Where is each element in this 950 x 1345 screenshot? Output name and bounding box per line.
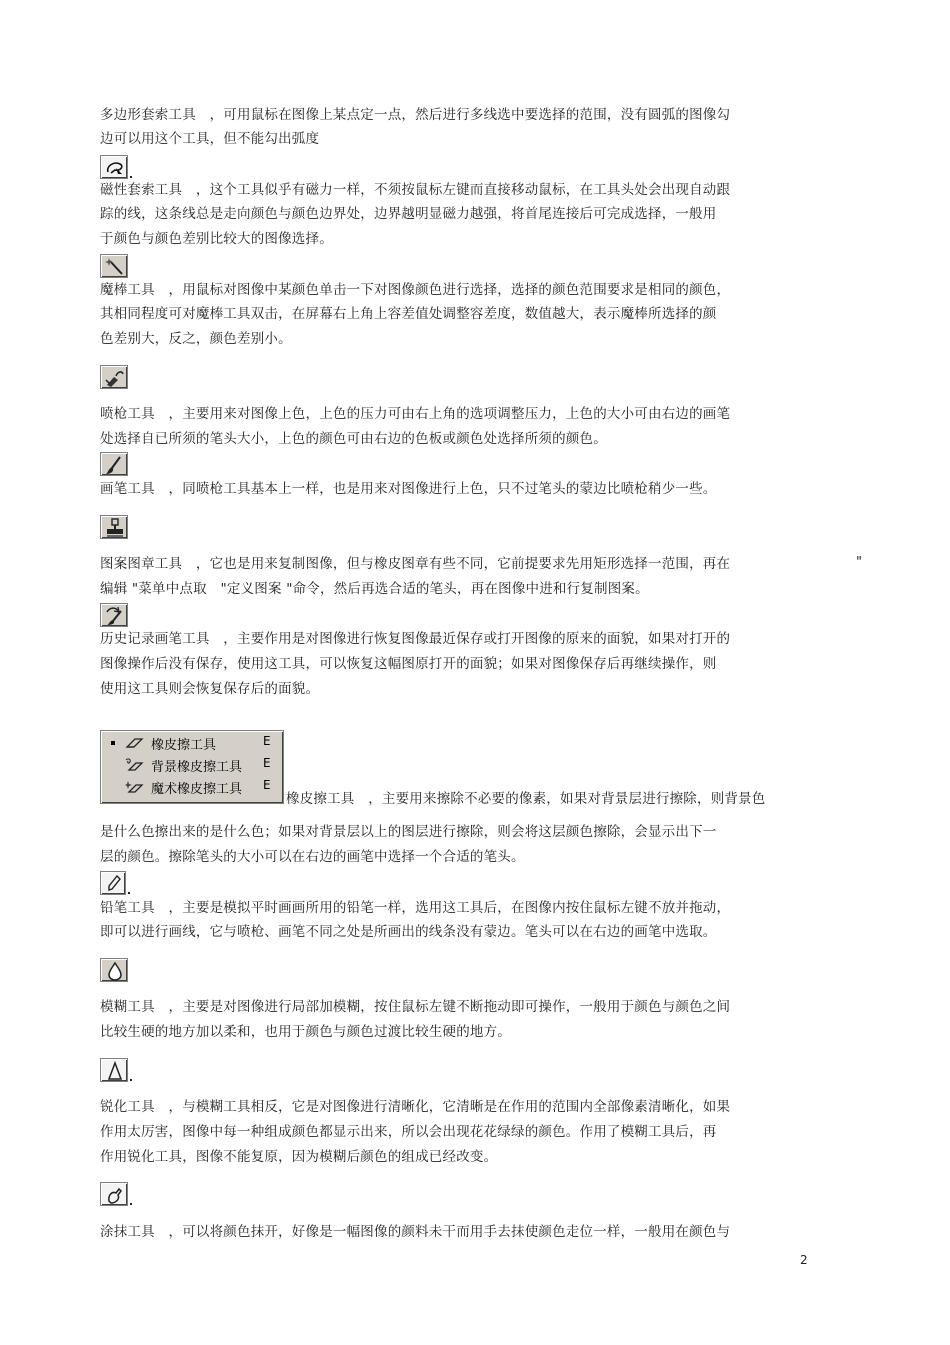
text-line: 踪的线，这条线总是走向颜色与颜色边界处，边界越明显磁力越强，将首尾连接后可完成选择，一般用	[100, 206, 717, 222]
text-line: 层的颜色。擦除笔头的大小可以在右边的画笔中选择一个合适的笔头。	[100, 849, 525, 865]
text-line: 处选择自已所须的笔头大小，上色的颜色可由右边的色板或颜色处选择所须的颜色。	[100, 431, 607, 447]
text-line: 边可以用这个工具，但不能勾出弧度	[100, 131, 320, 147]
text-line: 使用这工具则会恢复保存后的面貌。	[100, 681, 320, 697]
text-line: 图像操作后没有保存，使用这工具，可以恢复这幅图原打开的面貌；如果对图像保存后再继续操作，则	[100, 656, 717, 672]
text-line: 色差别大，反之，颜色差别小。	[100, 331, 292, 347]
page-number: 2	[800, 1253, 808, 1267]
menu-item-shortcut: E	[263, 734, 271, 748]
selected-bullet-icon	[111, 741, 115, 745]
text-line: 编辑 "菜单中点取 "定义图案 "命令，然后再选合适的笔头，再在图像中进和行复制图案。	[100, 581, 649, 597]
magic-eraser-icon	[125, 779, 145, 799]
magnetic-lasso-icon	[100, 155, 128, 179]
text-line: 模糊工具 ，主要是对图像进行局部加模糊，按住鼠标左键不断拖动即可操作，一般用于颜色与颜色之间	[100, 999, 731, 1015]
history-brush-icon	[100, 603, 128, 627]
text-line: 铅笔工具 ，主要是模拟平时画画所用的铅笔一样，选用这工具后，在图像内按住鼠标左键不放并拖动，	[100, 900, 731, 916]
menu-item-label: 魔术橡皮擦工具	[151, 782, 243, 797]
text-line: 锐化工具 ，与模糊工具相反，它是对图像进行清晰化，它清晰是在作用的范围内全部像素清晰化，如果	[100, 1099, 731, 1115]
smudge-icon	[100, 1182, 128, 1206]
text-line: 魔棒工具 ，用鼠标对图像中某颜色单击一下对图像颜色进行选择，选择的颜色范围要求是相同的颜色，	[100, 282, 731, 298]
text-line: 是什么色擦出来的是什么色；如果对背景层以上的图层进行擦除，则会将这层颜色擦除，会显示出下一	[100, 824, 717, 840]
stray-quote: "	[856, 555, 862, 570]
background-eraser-icon	[125, 757, 145, 777]
menu-item-eraser[interactable]	[101, 733, 285, 753]
menu-item-background-eraser[interactable]	[101, 755, 285, 775]
text-line: 即可以进行画线，它与喷枪、画笔不同之处是所画出的线条没有蒙边。笔头可以在右边的画笔中选取。	[100, 924, 717, 940]
text-line: 多边形套索工具 ，可用鼠标在图像上某点定一点，然后进行多线选中要选择的范围，没有圆弧的图像勾	[100, 107, 731, 123]
text-line: 磁性套索工具 ，这个工具似乎有磁力一样，不须按鼠标左键而直接移动鼠标，在工具头处会出现自动跟	[100, 182, 731, 198]
eraser-icon	[125, 735, 145, 755]
text-line: 喷枪工具 ，主要用来对图像上色，上色的压力可由右上角的选项调整压力，上色的大小可由右边的画笔	[100, 406, 731, 422]
pattern-stamp-icon	[100, 515, 128, 539]
eraser-tool-menu	[100, 730, 284, 804]
menu-item-magic-eraser[interactable]	[101, 777, 285, 797]
paintbrush-icon	[100, 452, 128, 476]
text-line: 历史记录画笔工具 ，主要作用是对图像进行恢复图像最近保存或打开图像的原来的面貌，如果对打开的	[100, 631, 731, 647]
blur-icon	[100, 958, 128, 982]
text-line: 橡皮擦工具 ，主要用来擦除不必要的像素，如果对背景层进行擦除，则背景色	[286, 791, 766, 807]
text-line: 于颜色与颜色差别比较大的图像选择。	[100, 231, 333, 247]
menu-item-label: 背景橡皮擦工具	[151, 760, 243, 775]
magic-wand-icon	[100, 254, 128, 278]
text-line: 图案图章工具 ，它也是用来复制图像，但与橡皮图章有些不同，它前提要求先用矩形选择一范围，再在	[100, 556, 731, 572]
airbrush-icon	[100, 365, 128, 389]
menu-item-shortcut: E	[263, 756, 271, 770]
text-line: 作用锐化工具，图像不能复原，因为模糊后颜色的组成已经改变。	[100, 1149, 498, 1165]
sharpen-icon	[100, 1058, 128, 1082]
text-line: 画笔工具 ，同喷枪工具基本上一样，也是用来对图像进行上色，只不过笔头的蒙边比喷枪稍少一些。	[100, 481, 717, 497]
text-line: 涂抹工具 ，可以将颜色抹开，好像是一幅图像的颜料未干而用手去抹使颜色走位一样，一般用在颜色与	[100, 1224, 731, 1240]
text-line: 其相同程度可对魔棒工具双击，在屏幕右上角上容差值处调整容差度，数值越大，表示魔棒所选择的颜	[100, 306, 717, 322]
menu-item-label: 橡皮擦工具	[151, 738, 217, 753]
text-line: 比较生硬的地方加以柔和，也用于颜色与颜色过渡比较生硬的地方。	[100, 1024, 511, 1040]
pencil-icon	[100, 871, 126, 895]
menu-item-shortcut: E	[263, 778, 271, 792]
text-line: 作用太厉害，图像中每一种组成颜色都显示出来，所以会出现花花绿绿的颜色。作用了模糊工具后，再	[100, 1124, 717, 1140]
